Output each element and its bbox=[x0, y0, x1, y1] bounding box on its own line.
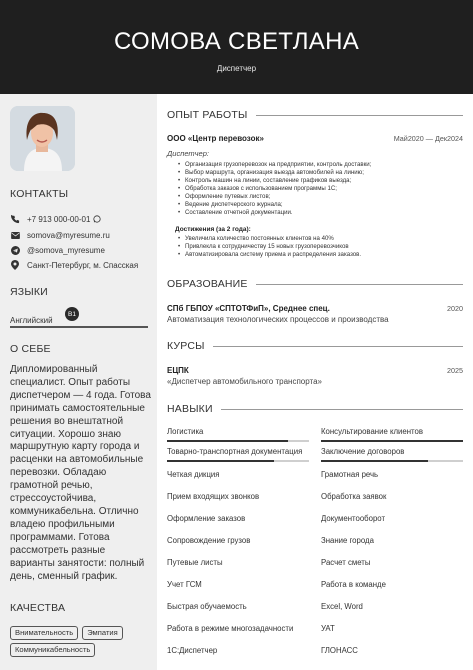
skill-item bbox=[167, 514, 309, 523]
whatsapp-icon bbox=[93, 215, 101, 223]
languages-title: ЯЗЫКИ bbox=[10, 286, 48, 298]
sidebar bbox=[0, 94, 157, 670]
experience-item-header bbox=[167, 134, 463, 143]
skill-level-bar bbox=[167, 440, 309, 442]
duty-item: • Выбор маршрута, организация выезда автомобилей на линию; bbox=[185, 169, 371, 177]
about-title: О СЕБЕ bbox=[10, 343, 51, 355]
course-org: ЕЦПК bbox=[167, 366, 189, 375]
resume-header bbox=[0, 0, 473, 94]
course-year: 2025 bbox=[447, 366, 463, 375]
skill-item bbox=[321, 427, 463, 436]
skill-level-bar bbox=[321, 440, 463, 442]
skill-item bbox=[321, 470, 463, 479]
skill-item bbox=[167, 558, 309, 567]
skill-name: Обработка заявок bbox=[321, 492, 387, 501]
skill-item bbox=[167, 580, 309, 589]
qualities-list bbox=[10, 626, 150, 657]
language-level-bar bbox=[10, 326, 148, 328]
skill-name: Товарно-транспортная документация bbox=[167, 447, 303, 456]
experience-section-title: ОПЫТ РАБОТЫ bbox=[167, 109, 463, 121]
skill-item bbox=[167, 624, 309, 633]
experience-org: ООО «Центр перевозок» bbox=[167, 134, 264, 143]
contact-telegram[interactable] bbox=[10, 245, 105, 255]
achievement-item: • Привлекла к сотрудничеству 15 новых грузоперевозчиков bbox=[185, 243, 361, 251]
courses-section-title: КУРСЫ bbox=[167, 340, 463, 352]
contacts-title: КОНТАКТЫ bbox=[10, 188, 69, 200]
course-item-header bbox=[167, 366, 463, 375]
candidate-name: СОМОВА СВЕТЛАНА bbox=[113, 28, 360, 55]
experience-duties bbox=[185, 161, 371, 217]
experience-dates: Май2020 — Дек2024 bbox=[393, 134, 463, 143]
language-english bbox=[10, 310, 148, 328]
skill-item bbox=[167, 492, 309, 501]
about-text: Дипломированный специалист. Опыт работы диспетчером — 4 года. Готова принимать самостоятельные решения во внештатной ситуации. Хорошо знаю маршрутную карту города и расценки на автомобильные перевозки. Обладаю грамотной речью, стрессоустойчива, коммуникабельна. Отлично владею профильными программами. Готова рассмотреть разные варианты занятости: полный день, сменный график. bbox=[10, 364, 151, 582]
skill-item bbox=[321, 646, 463, 655]
skill-name: Заключение договоров bbox=[321, 447, 405, 456]
skill-item bbox=[167, 602, 309, 611]
duty-item: • Оформление путевых листов; bbox=[185, 193, 371, 201]
skill-item bbox=[167, 536, 309, 545]
skill-name: Логистика bbox=[167, 427, 204, 436]
skill-name: Быстрая обучаемость bbox=[167, 602, 247, 611]
skill-name: Четкая дикция bbox=[167, 470, 220, 479]
phone-icon bbox=[10, 214, 20, 224]
skill-item bbox=[167, 447, 309, 456]
education-section-title: ОБРАЗОВАНИЕ bbox=[167, 278, 463, 290]
contact-email-text: somova@myresume.ru bbox=[27, 230, 110, 240]
candidate-role: Диспетчер bbox=[216, 64, 257, 73]
quality-chip: Эмпатия bbox=[82, 626, 123, 640]
skill-item bbox=[321, 558, 463, 567]
skill-item bbox=[321, 514, 463, 523]
quality-chip: Коммуникабельность bbox=[10, 643, 95, 657]
skill-name: УАТ bbox=[321, 624, 335, 633]
duty-item: • Контроль машин на линии, составление графиков выезда; bbox=[185, 177, 371, 185]
achievement-item: • Увеличила количество постоянных клиентов на 40% bbox=[185, 235, 361, 243]
skill-item bbox=[167, 470, 309, 479]
location-icon bbox=[10, 260, 20, 270]
experience-role: Диспетчер: bbox=[167, 149, 209, 158]
contact-phone[interactable] bbox=[10, 214, 101, 224]
education-specialty: Автоматизация технологических процессов и производства bbox=[167, 315, 389, 324]
achievements-title: Достижения (за 2 года): bbox=[175, 226, 251, 233]
skill-name: Путевые листы bbox=[167, 558, 223, 567]
qualities-title: КАЧЕСТВА bbox=[10, 602, 66, 614]
skill-name: Знание города bbox=[321, 536, 374, 545]
skill-name: Прием входящих звонков bbox=[167, 492, 260, 501]
skill-item bbox=[321, 580, 463, 589]
skill-name: Грамотная речь bbox=[321, 470, 379, 479]
quality-chip: Внимательность bbox=[10, 626, 78, 640]
achievement-item: • Автоматизировала систему приема и распределения заказов. bbox=[185, 251, 361, 259]
language-level-badge: B1 bbox=[65, 307, 79, 321]
language-name: Английский bbox=[10, 316, 53, 325]
duty-item: • Составление отчетной документации. bbox=[185, 209, 371, 217]
duty-item: • Организация грузоперевозок на предприятии, контроль доставки; bbox=[185, 161, 371, 169]
skill-item bbox=[167, 427, 309, 436]
achievements-list bbox=[185, 235, 361, 259]
education-year: 2020 bbox=[447, 304, 463, 313]
duty-item: • Обработка заказов с использованием программы 1С; bbox=[185, 185, 371, 193]
telegram-icon bbox=[10, 245, 20, 255]
skill-name: Документооборот bbox=[321, 514, 386, 523]
skill-name: Консультирование клиентов bbox=[321, 427, 423, 436]
contact-phone-text: +7 913 000-00-01 bbox=[27, 214, 91, 224]
skill-item bbox=[321, 536, 463, 545]
skill-name: Учет ГСМ bbox=[167, 580, 202, 589]
skill-level-bar bbox=[167, 460, 309, 462]
contact-telegram-text: @somova_myresume bbox=[27, 245, 105, 255]
skill-item bbox=[321, 624, 463, 633]
skill-item bbox=[321, 492, 463, 501]
skill-name: Сопровождение грузов bbox=[167, 536, 251, 545]
skill-level-bar bbox=[321, 460, 463, 462]
duty-item: • Ведение диспетчерского журнала; bbox=[185, 201, 371, 209]
skill-item bbox=[167, 646, 309, 655]
skill-name: Работа в команде bbox=[321, 580, 386, 589]
education-item-header bbox=[167, 304, 463, 313]
education-org: СПб ГБПОУ «СПТОТФиП», Среднее спец. bbox=[167, 304, 330, 313]
contact-location-text: Санкт-Петербург, м. Спасская bbox=[27, 260, 139, 270]
course-name: «Диспетчер автомобильного транспорта» bbox=[167, 377, 322, 386]
skills-section-title: НАВЫКИ bbox=[167, 403, 463, 415]
skill-name: 1С:Диспетчер bbox=[167, 646, 218, 655]
skill-name: Работа в режиме многозадачности bbox=[167, 624, 294, 633]
profile-photo bbox=[10, 106, 75, 171]
contact-email[interactable] bbox=[10, 230, 110, 240]
skill-item bbox=[321, 447, 463, 456]
skill-name: ГЛОНАСС bbox=[321, 646, 358, 655]
skill-item bbox=[321, 602, 463, 611]
skill-name: Оформление заказов bbox=[167, 514, 246, 523]
skill-name: Расчет сметы bbox=[321, 558, 371, 567]
skill-name: Excel, Word bbox=[321, 602, 363, 611]
email-icon bbox=[10, 230, 20, 240]
contact-location bbox=[10, 260, 138, 270]
